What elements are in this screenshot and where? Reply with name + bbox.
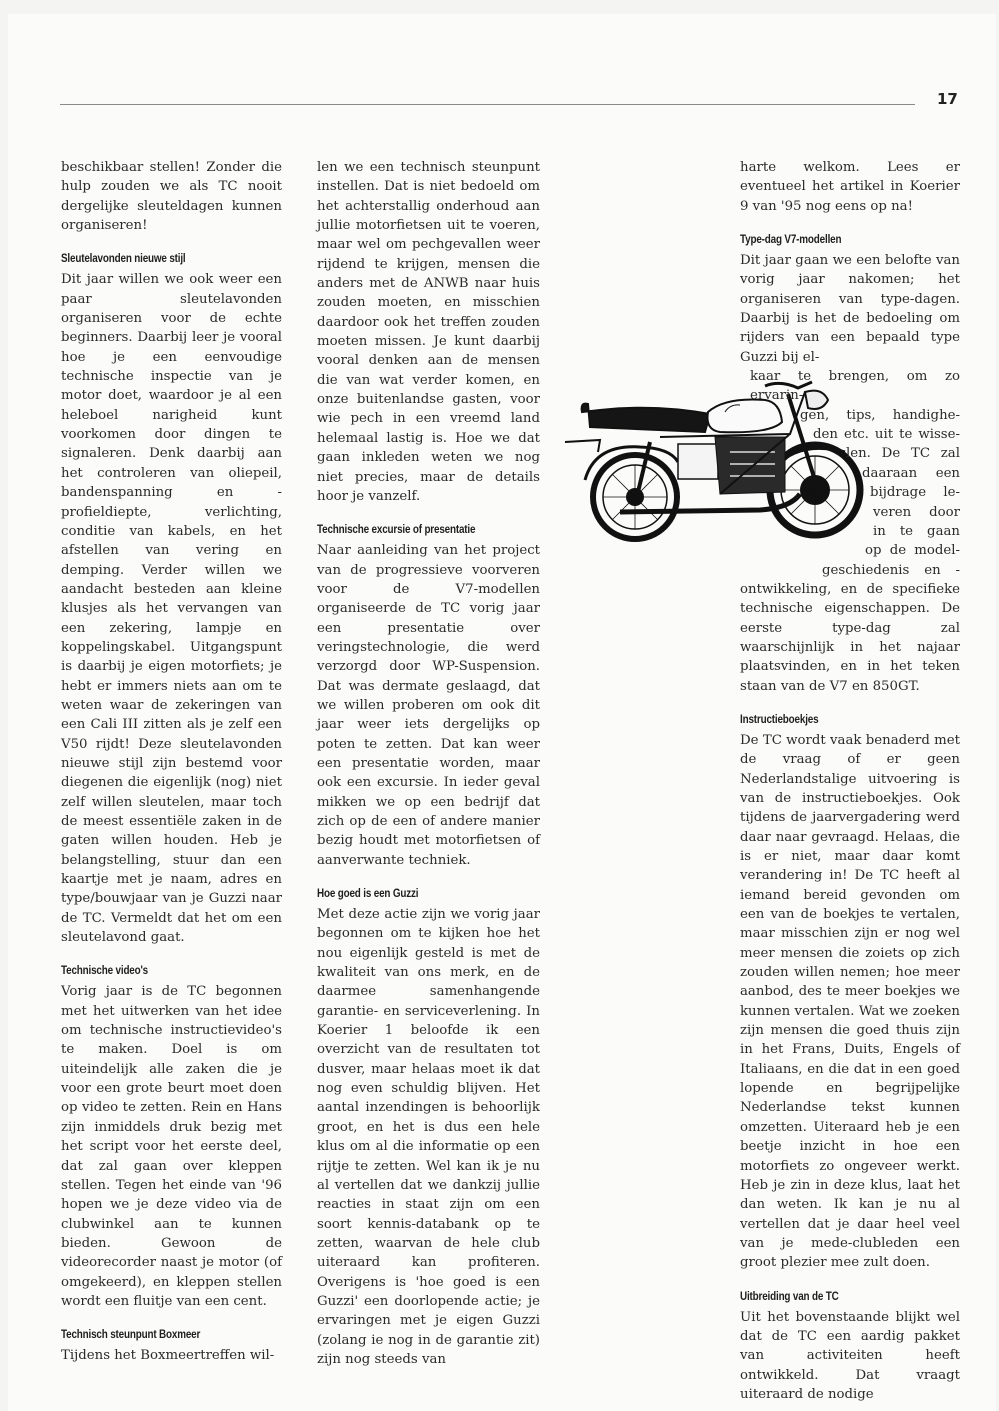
paragraph-technische-videos: Vorig jaar is de TC begonnen met het uitwerken van het idee om technische instructievideo's te maken. Doel is om uiteindelijk alle zaken die je voor een grote beurt moet doen op video te zetten. Rein en Hans zijn inmiddels druk bezig met het script voor het eerste deel, dat zal gaan over kleppen stellen. Tegen het einde van '96 hopen we je deze video via de clubwinkel aan te kunnen bieden. Gewoon de videorecorder naast je motor (of omgekeerd), en kleppen stellen wordt een fluitje van een cent. (61, 984, 282, 1309)
wrapped-line: den etc. uit te wisse- (813, 427, 960, 443)
wrapped-text-around-illustration (740, 367, 960, 580)
heading-excursie: Technische excursie of presentatie (317, 524, 476, 537)
wrapped-line: geschiedenis en - (822, 562, 960, 578)
wrapped-line: len. De TC zal (846, 446, 960, 462)
wrapped-line: kaar te brengen, om zo ervarin- (750, 369, 960, 404)
column-3 (740, 158, 960, 1404)
paragraph-type-dag-continued: ontwikkeling, en de specifieke technische eigenschappen. De eerste type-dag zal waarschijnlijk in het najaar plaatsvinden, en in het teken staan van de V7 en 850GT. (740, 581, 960, 694)
heading-instructieboekjes: Instructieboekjes (740, 713, 819, 726)
paragraph-excursie: Naar aanleiding van het project van de progressieve voorveren voor de V7-modellen organiseerde de TC vorig jaar een presentatie over veringstechnologie, die werd verzorgd door WP-Suspension. Dat was dermate geslaagd, dat we willen proberen om ook dit jaar weer iets dergelijks op poten te zetten. Dat kan weer een presentatie worden, maar ook een excursie. In ieder geval mikken we op een bedrijf dat zich op de een of andere manier bezig houdt met motorfietsen of aanverwante techniek. (317, 543, 540, 868)
wrapped-line: in te gaan (873, 523, 960, 539)
paragraph-instructieboekjes: De TC wordt vaak benaderd met de vraag of er geen Nederlandstalige uitvoering is van de instructieboekjes. Ook tijdens de jaarvergadering werd daar naar gevraagd. Helaas, die is er niet, maar daar komt verandering in! De TC heeft al iemand bereid gevonden om een van de boekjes te vertalen, maar misschien zijn er nog wel meer mensen die zoiets op zich zouden willen nemen; hoe meer aanbod, des te meer boekjes we kunnen vertalen. Wat we zoeken zijn mensen die goed thuis zijn in het Frans, Duits, Engels of Italiaans, en die dat in een goed lopende en begrijpelijke Nederlandse tekst kunnen omzetten. Uiteraard heb je een beetje inzicht in hoe een motorfiets zo ongeveer werkt. Heb je zin in deze klus, laat het dan weten. Ik kan je nu al vertellen dat je daar heel veel van je mede-clubleden een groot plezier mee zult doen. (740, 732, 960, 1271)
paragraph-steunpunt-continued: len we een technisch steunpunt instellen. Dat is niet bedoeld om het achterstallig onderhoud aan jullie motorfietsen uit te voeren, maar wel om pechgevallen weer rijdend te krijgen, mensen die anders met de ANWB naar huis zouden moeten, en misschien daardoor ook het treffen zouden moeten missen. Je kunt daarbij vooral denken aan de mensen die van wat verder komen, en onze buitenlandse gasten, voor wie pech in een vreemd land helemaal lastig is. Hoe we dat gaan inkleden weten we nog niet precies, maar de details hoor je vanzelf. (317, 160, 540, 504)
column-2 (317, 158, 540, 1369)
wrapped-line: veren door (873, 504, 960, 520)
wrapped-line: gen, tips, handighe- (800, 407, 960, 423)
heading-type-dag: Type-dag V7-modellen (740, 234, 842, 247)
wrapped-line: op de model- (865, 543, 960, 559)
heading-steunpunt-boxmeer: Technisch steunpunt Boxmeer (61, 1329, 201, 1342)
heading-hoe-goed: Hoe goed is een Guzzi (317, 888, 419, 901)
page-number: 17 (937, 90, 958, 108)
heading-uitbreiding-tc: Uitbreiding van de TC (740, 1290, 839, 1303)
header-rule (60, 104, 915, 105)
paragraph-sleutelavonden: Dit jaar willen we ook weer een paar sleutelavonden organiseren voor de echte beginners. Daarbij leer je vooral hoe je een eenvoudige technische inspectie van je motor doet, waardoor je al een heleboel narigheid kunt voorkomen door dingen te signaleren. Denk daarbij aan het controleren van oliepeil, bandenspanning en -profieldiepte, verlichting, conditie van kabels, en het afstellen van vering en demping. Verder willen we aandacht besteden aan kleine klusjes als het vervangen van een zekering, lampje en koppelingskabel. Uitgangspunt is daarbij je eigen motorfiets; je hebt er immers niets aan om te weten waar de zekeringen van een Cali III zitten als je zelf een V50 rijdt! Deze sleutelavonden nieuwe stijl zijn bestemd voor diegenen die eigenlijk (nog) niet zelf willen sleutelen, maar toch de meest essentiële zaken in de gaten willen houden. Heb je belangstelling, stuur dan een kaartje met je naam, adres en type/bouwjaar van je Guzzi naar de TC. Vermeldt dat het om een sleutelavond gaat. (61, 272, 282, 946)
paragraph-intro: beschikbaar stellen! Zonder die hulp zouden we als TC nooit dergelijke sleuteldagen kunnen organiseren! (61, 160, 282, 234)
wrapped-line: bijdrage le- (870, 485, 960, 501)
paragraph-uitbreiding-tc: Uit het bovenstaande blijkt wel dat de TC een aardig pakket van activiteiten heeft ontwikkeld. Dat vraagt uiteraard de nodige (740, 1309, 960, 1402)
heading-sleutelavonden: Sleutelavonden nieuwe stijl (61, 253, 186, 266)
heading-technische-videos: Technische video's (61, 965, 149, 978)
paragraph-hoe-goed: Met deze actie zijn we vorig jaar begonnen om te kijken hoe het nou eigenlijk gesteld is met de kwaliteit van ons merk, en de daarmee samenhangende garantie- en serviceverlening. In Koerier 1 beloofde ik een overzicht van de resultaten tot dusver, maar helaas moet ik dat nog even schuldig blijven. Het aantal inzendingen is behoorlijk groot, en het is dus een hele klus om al die informatie op een rijtje te zetten. Wel kan ik je nu al vertellen dat we dankzij jullie reacties in staat zijn om een soort kennis-databank op te zetten, waarvan de hele club uiteraard kan profiteren. Overigens is 'hoe goed is een Guzzi' een doorlopende actie; je ervaringen met je eigen Guzzi (zolang ie nog in de garantie zit) zijn nog steeds van (317, 907, 540, 1367)
column-1 (61, 158, 282, 1366)
paragraph-type-dag: Dit jaar gaan we een belofte van vorig jaar nakomen; het organiseren van type-dagen. Daarbij is het de bedoeling om rijders van een bepaald type Guzzi bij el- (740, 253, 960, 365)
paragraph-steunpunt-boxmeer: Tijdens het Boxmeertreffen wil- (61, 1348, 275, 1364)
paragraph-hoe-goed-continued: harte welkom. Lees er eventueel het artikel in Koerier 9 van '95 nog eens op na! (740, 160, 960, 214)
wrapped-line: daaraan een (862, 465, 960, 481)
